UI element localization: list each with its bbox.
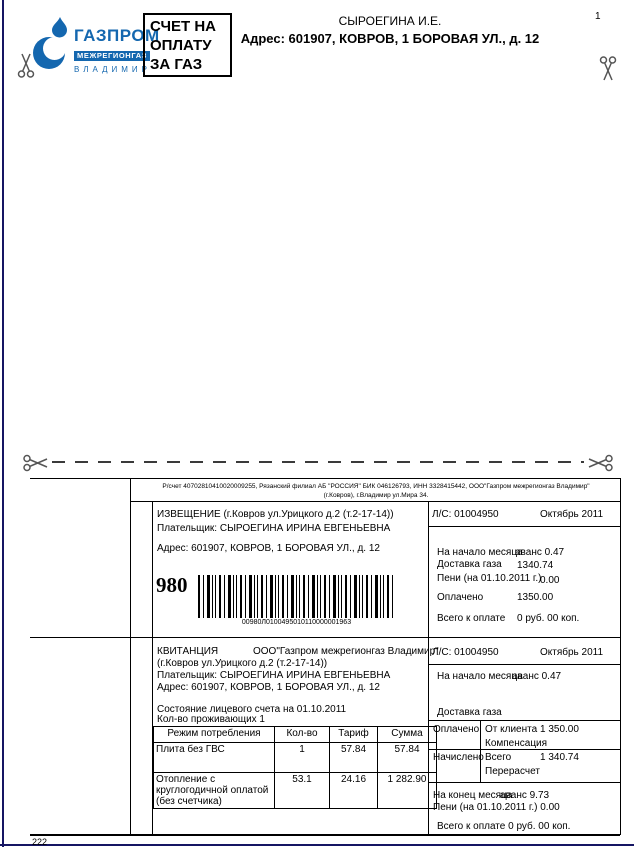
cell-qty: 1	[275, 743, 330, 773]
receipt-account-state: Состояние лицевого счета на 01.10.2011	[157, 704, 347, 715]
receipt-account: Л/С: 01004950	[432, 647, 499, 658]
invoice-title-line2: ОПЛАТУ	[150, 37, 212, 54]
notice-row-label: На начало месяца	[437, 547, 523, 558]
page-left-border	[2, 0, 4, 847]
logo-brand-text: ГАЗПРОМ	[74, 26, 160, 45]
frame-line	[620, 478, 621, 835]
notice-row-label: Доставка газа	[437, 559, 502, 570]
notice-row-label: Всего к оплате	[437, 613, 506, 624]
receipt-period: Октябрь 2011	[540, 647, 604, 658]
notice-row-value: 1350.00	[517, 592, 554, 603]
accrued-row-label: Всего	[485, 752, 512, 763]
frame-line	[480, 720, 481, 782]
section-divider-line	[30, 637, 620, 638]
scissors-icon	[599, 55, 617, 81]
notice-period: Октябрь 2011	[540, 509, 604, 520]
receipt-start-label: На начало месяца	[437, 671, 523, 682]
receipt-address: Адрес: 601907, КОВРОВ, 1 БОРОВАЯ УЛ., д. 12	[157, 682, 380, 693]
gazprom-logo	[33, 16, 160, 74]
col-header-qty: Кол-во	[275, 727, 330, 743]
receipt-branch: (г.Ковров ул.Урицкого д.2 (т.2-17-14))	[157, 658, 328, 669]
accrued-row-value: 1 340.74	[540, 752, 579, 763]
invoice-title-line3: ЗА ГАЗ	[150, 56, 203, 73]
paid-row-label: Компенсация	[485, 738, 548, 749]
frame-line	[30, 834, 620, 836]
notice-row-value: 1340.74	[517, 560, 554, 571]
cell-qty: 53.1	[275, 773, 330, 809]
frame-line	[30, 478, 620, 479]
frame-line	[130, 478, 131, 835]
notice-row-value: 0 руб. 00 коп.	[517, 613, 580, 624]
cell-mode: Плита без ГВС	[154, 743, 275, 773]
notice-row-label: Оплачено	[437, 592, 484, 603]
frame-line	[428, 782, 620, 783]
scissors-icon	[17, 53, 35, 79]
paid-row-value: 1 350.00	[540, 724, 579, 735]
bank-details-line2: (г.Ковров), г.Владимир ул.Мира 34.	[323, 492, 429, 499]
paid-row-label: От клиента	[485, 724, 538, 735]
col-header-mode: Режим потребления	[154, 727, 275, 743]
receipt-residents: Кол-во проживающих 1	[157, 714, 265, 725]
cell-sum: 57.84	[378, 743, 437, 773]
receipt-payer: Плательщик: СЫРОЕГИНА ИРИНА ЕВГЕНЬЕВНА	[157, 670, 391, 681]
receipt-title: КВИТАНЦИЯ	[157, 646, 219, 657]
accrued-row-label: Перерасчет	[485, 766, 540, 777]
footer-number: 222	[32, 837, 48, 847]
logo-region-text: ВЛАДИМИР	[74, 65, 152, 74]
page-number: 1	[595, 11, 601, 22]
notice-payer: Плательщик: СЫРОЕГИНА ИРИНА ЕВГЕНЬЕВНА	[157, 523, 391, 534]
receipt-end-label: На конец месяца	[433, 790, 513, 801]
page-bottom-border	[0, 844, 634, 846]
table-row	[154, 743, 437, 773]
cell-rate: 24.16	[330, 773, 378, 809]
notice-row-label: Пени (на 01.10.2011 г.)	[437, 573, 542, 584]
col-header-sum: Сумма	[378, 727, 437, 743]
recipient-address: Адрес: 601907, КОВРОВ, 1 БОРОВАЯ УЛ., д. 12	[240, 31, 540, 46]
receipt-delivery-label: Доставка газа	[437, 707, 502, 718]
cell-rate: 57.84	[330, 743, 378, 773]
frame-line	[428, 664, 620, 665]
receipt-end-value: аванс 9.73	[500, 790, 550, 801]
district-code: 980	[156, 573, 188, 597]
table-header-row	[154, 727, 437, 743]
notice-title: ИЗВЕЩЕНИЕ (г.Ковров ул.Урицкого д.2 (т.2-17-14))	[157, 509, 394, 520]
table-row	[154, 773, 437, 809]
cell-mode: Отопление с круглогодичной оплатой (без счетчика)	[154, 773, 275, 809]
recipient-name: СЫРОЕГИНА И.Е.	[338, 14, 442, 28]
frame-line	[428, 720, 620, 721]
col-header-rate: Тариф	[330, 727, 378, 743]
notice-row-value: аванс 0.47	[515, 547, 565, 558]
frame-line	[428, 749, 620, 750]
barcode	[198, 575, 395, 618]
notice-row-value: 0.00	[540, 575, 560, 586]
accrued-label: Начислено	[433, 752, 484, 763]
frame-line	[428, 526, 620, 527]
bank-details-line1: Р/счет 40702810410020009255, Рязанский филиал АБ "РОССИЯ" БИК 046126793, ИНН 3328415442, ООО"Газпром межрегионгаз Владимир"	[162, 483, 590, 490]
cell-sum: 1 282.90	[378, 773, 437, 809]
receipt-total: Всего к оплате 0 руб. 00 коп.	[437, 821, 571, 832]
logo-subbrand-text: МЕЖРЕГИОНГАЗ	[74, 51, 150, 61]
frame-line	[130, 501, 620, 502]
paid-label: Оплачено	[433, 724, 480, 735]
scissors-icon	[22, 454, 48, 472]
gazprom-flame-icon	[33, 16, 71, 72]
receipt-org: ООО"Газпром межрегионгаз Владимир"	[253, 646, 439, 657]
barcode-number: 00980Л0100495010110000001963	[241, 619, 352, 626]
scissors-icon	[588, 454, 614, 472]
receipt-peni: Пени (на 01.10.2011 г.) 0.00	[433, 802, 560, 813]
receipt-start-value: аванс 0.47	[512, 671, 562, 682]
bank-details	[135, 482, 617, 500]
consumption-table	[153, 726, 437, 809]
cut-dashed-line	[52, 461, 584, 463]
notice-account: Л/С: 01004950	[432, 509, 499, 520]
invoice-title-line1: СЧЕТ НА	[150, 18, 216, 35]
notice-address: Адрес: 601907, КОВРОВ, 1 БОРОВАЯ УЛ., д. 12	[157, 543, 380, 554]
